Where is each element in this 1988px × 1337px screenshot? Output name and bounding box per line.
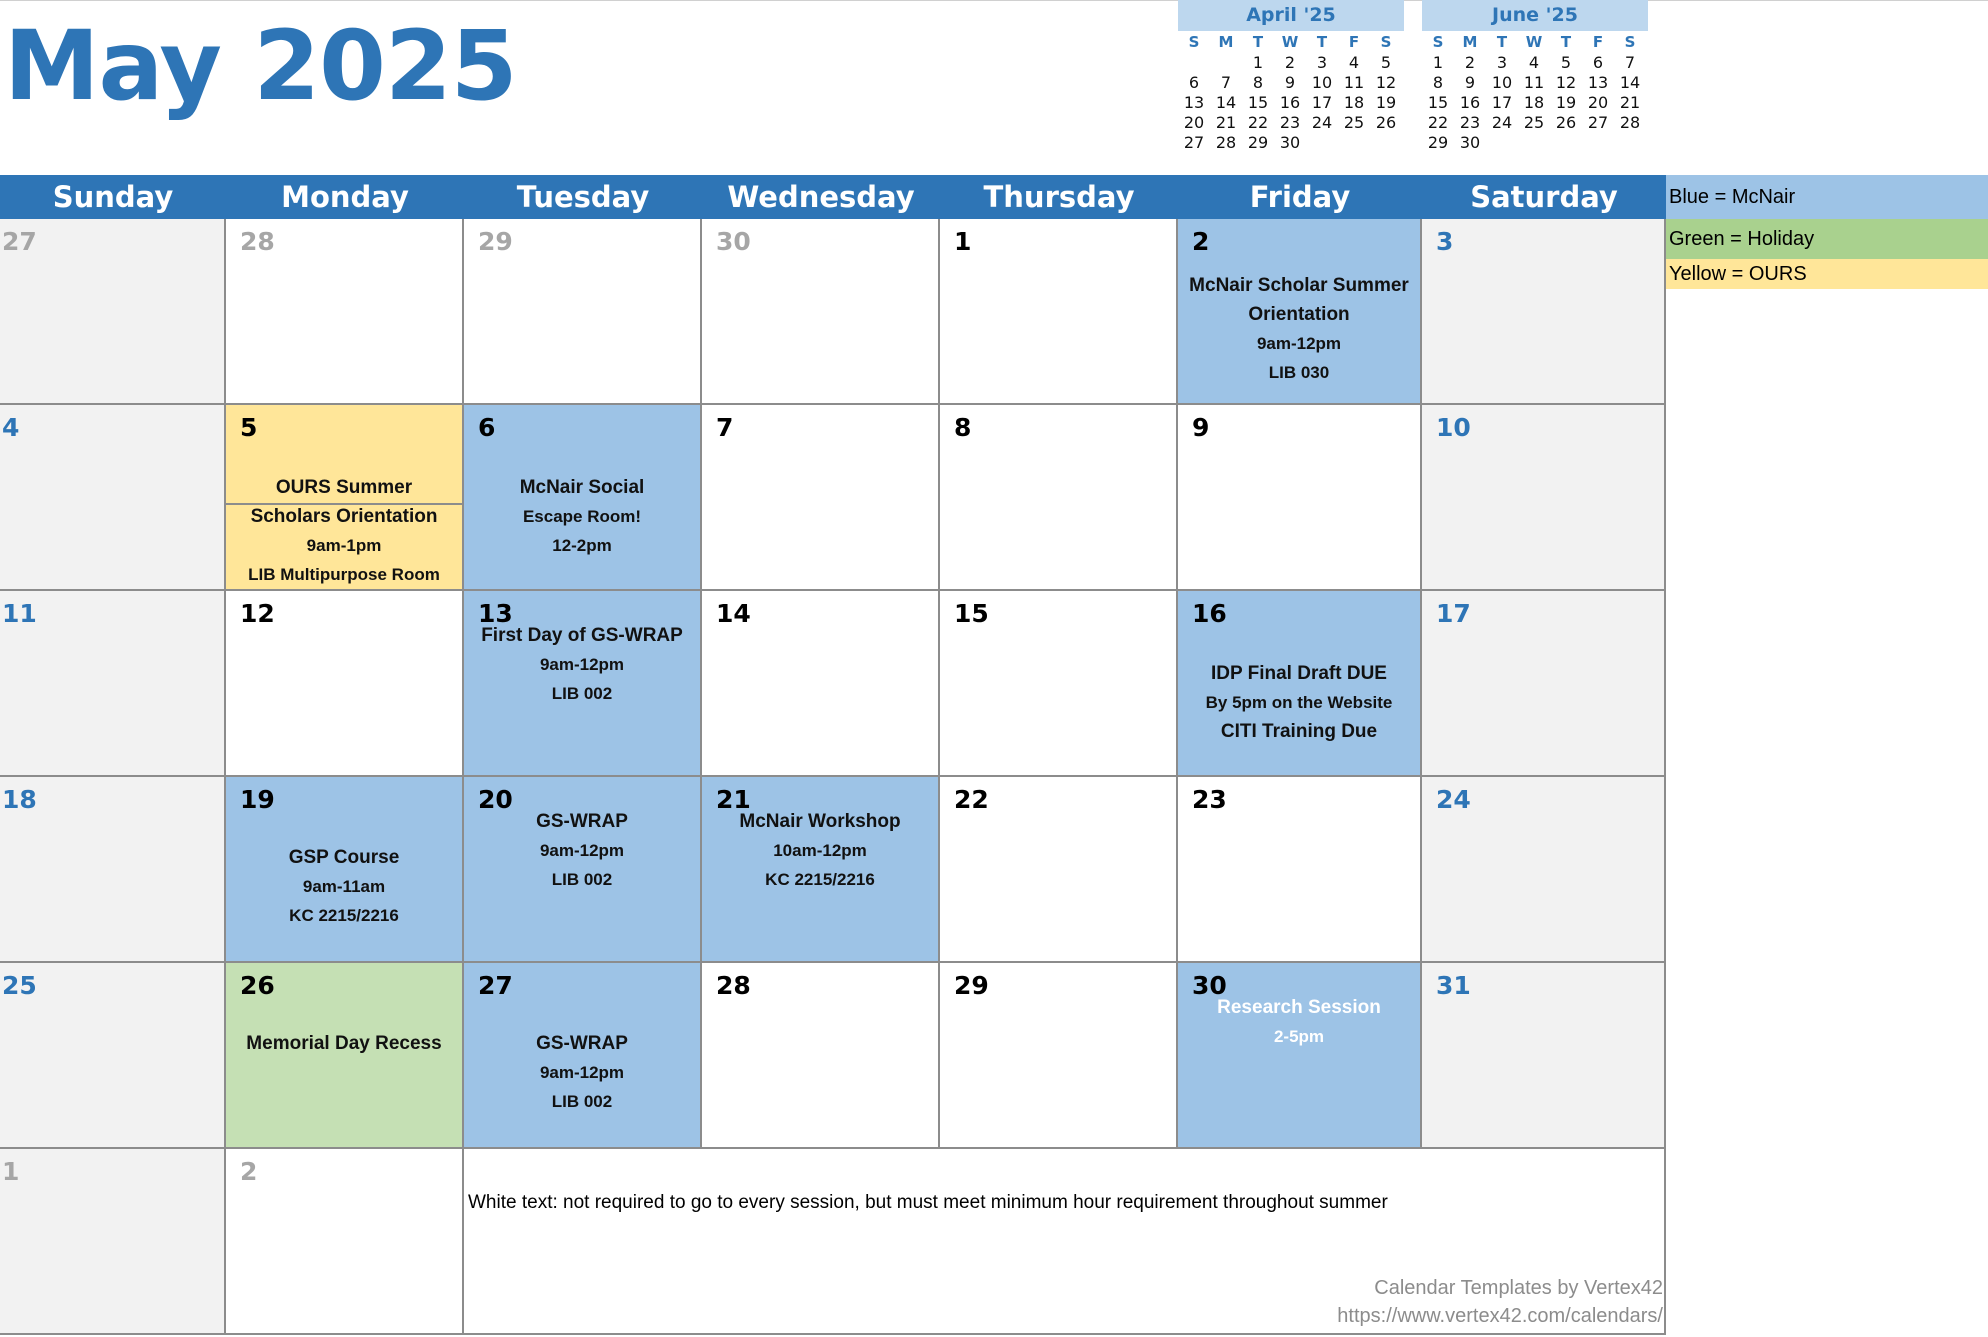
day-number: 12: [240, 599, 275, 628]
event-line: Memorial Day Recess: [246, 1033, 442, 1054]
mini-day-number: 15: [1247, 93, 1269, 112]
day-cell[interactable]: [940, 963, 1178, 1149]
mini-day-number: [1306, 133, 1338, 153]
day-cell[interactable]: [226, 219, 464, 405]
mini-day-number: 5: [1560, 53, 1572, 72]
event-line: Scholars Orientation: [250, 506, 438, 527]
event-line: First Day of GS-WRAP: [481, 625, 683, 646]
legend-item: Blue = McNair: [1666, 175, 1988, 219]
day-cell[interactable]: [702, 963, 940, 1149]
mini-day-number: 12: [1555, 73, 1577, 92]
mini-weekday-label: S: [1380, 33, 1392, 51]
day-cell[interactable]: [464, 963, 702, 1149]
weekday-sunday: Sunday: [52, 180, 174, 214]
day-cell[interactable]: [464, 219, 702, 405]
weekday-thursday: Thursday: [983, 180, 1135, 214]
day-cell[interactable]: [702, 405, 940, 591]
cell-divider: [226, 503, 462, 505]
day-cell[interactable]: [940, 219, 1178, 405]
mini-day-number: 10: [1311, 73, 1333, 92]
mini-day-number: 29: [1427, 133, 1449, 152]
event-line: 12-2pm: [552, 536, 612, 555]
mini-day-number: 23: [1459, 113, 1481, 132]
event-block: [464, 621, 700, 708]
mini-day-number: 28: [1215, 133, 1237, 152]
mini-weekday-label: M: [1218, 33, 1234, 51]
event-line: 9am-1pm: [306, 536, 382, 555]
day-number: 30: [1192, 971, 1227, 1000]
event-block: [702, 807, 938, 894]
mini-day-number: 8: [1432, 73, 1444, 92]
day-cell[interactable]: [0, 1149, 226, 1335]
day-number: 2: [240, 1157, 258, 1186]
day-number: 1: [2, 1157, 20, 1186]
mini-calendar-grid: [1178, 31, 1404, 153]
weekday-header: [0, 175, 1666, 219]
mini-day-number: 9: [1284, 73, 1296, 92]
day-cell[interactable]: [464, 405, 702, 591]
mini-weekday-label: W: [1281, 33, 1299, 51]
mini-day-number: 2: [1284, 53, 1296, 72]
mini-day-number: 7: [1220, 73, 1232, 92]
mini-day-number: 4: [1348, 53, 1360, 72]
mini-weekday-label: F: [1592, 33, 1604, 51]
event-line: CITI Training Due: [1220, 721, 1378, 742]
mini-day-number: [1370, 133, 1402, 153]
legend-item: Green = Holiday: [1666, 219, 1988, 259]
day-cell[interactable]: [702, 777, 940, 963]
mini-day-number: 12: [1375, 73, 1397, 92]
weekday-monday: Monday: [281, 180, 409, 214]
weekday-wednesday: Wednesday: [727, 180, 915, 214]
day-cell[interactable]: [0, 219, 226, 405]
event-line: GS-WRAP: [536, 1033, 628, 1054]
mini-day-number: 20: [1183, 113, 1205, 132]
day-cell[interactable]: [940, 405, 1178, 591]
day-number: 27: [478, 971, 513, 1000]
mini-day-number: 11: [1523, 73, 1545, 92]
day-number: 24: [1436, 785, 1471, 814]
event-line: 9am-12pm: [539, 841, 625, 860]
event-line: 2-5pm: [1273, 1027, 1325, 1046]
event-line: LIB 030: [1268, 363, 1330, 382]
mini-day-number: 28: [1619, 113, 1641, 132]
mini-day-number: 21: [1215, 113, 1237, 132]
weekday-tuesday: Tuesday: [516, 180, 650, 214]
event-block: [1178, 993, 1420, 1051]
mini-weekday-label: T: [1496, 33, 1508, 51]
day-cell[interactable]: [1422, 777, 1666, 963]
mini-day-number: 25: [1523, 113, 1545, 132]
day-cell[interactable]: [940, 777, 1178, 963]
mini-weekday-label: T: [1560, 33, 1572, 51]
day-cell[interactable]: [226, 1149, 464, 1335]
weekday-saturday: Saturday: [1470, 180, 1618, 214]
event-line: LIB 002: [551, 1092, 613, 1111]
day-number: 29: [478, 227, 513, 256]
mini-day-number: 30: [1279, 133, 1301, 152]
day-cell[interactable]: [226, 777, 464, 963]
day-cell[interactable]: [1178, 777, 1422, 963]
day-cell[interactable]: [1178, 591, 1422, 777]
mini-day-number: [1518, 133, 1550, 153]
event-line: 10am-12pm: [773, 841, 867, 860]
credit-text: Calendar Templates by Vertex42: [1374, 1277, 1663, 1299]
day-number: 21: [716, 785, 751, 814]
event-line: LIB Multipurpose Room: [248, 565, 440, 584]
event-block: [464, 1029, 700, 1116]
mini-day-number: 16: [1459, 93, 1481, 112]
mini-day-number: [1582, 133, 1614, 153]
day-cell[interactable]: [1422, 405, 1666, 591]
event-line: GSP Course: [288, 847, 400, 868]
event-line: McNair Social: [519, 477, 645, 498]
day-number: 31: [1436, 971, 1471, 1000]
mini-day-number: 23: [1279, 113, 1301, 132]
event-block: [1178, 271, 1420, 387]
mini-day-number: 27: [1587, 113, 1609, 132]
day-cell[interactable]: [226, 963, 464, 1149]
mini-calendar-april: [1178, 0, 1404, 153]
event-line: 9am-12pm: [539, 1063, 625, 1082]
mini-day-number: 18: [1523, 93, 1545, 112]
day-cell[interactable]: [1178, 219, 1422, 405]
event-line: 9am-11am: [302, 877, 386, 896]
day-cell[interactable]: [0, 777, 226, 963]
day-cell[interactable]: [0, 405, 226, 591]
day-number: 2: [1192, 227, 1210, 256]
mini-day-number: 26: [1555, 113, 1577, 132]
day-number: 22: [954, 785, 989, 814]
day-cell[interactable]: [0, 591, 226, 777]
mini-calendar-title: June '25: [1422, 0, 1648, 31]
mini-weekday-label: S: [1188, 33, 1200, 51]
mini-weekday-label: S: [1432, 33, 1444, 51]
day-number: 8: [954, 413, 972, 442]
mini-day-number: 25: [1343, 113, 1365, 132]
event-block: [464, 473, 700, 560]
mini-day-number: 20: [1587, 93, 1609, 112]
event-block: [1178, 659, 1420, 746]
event-line: KC 2215/2216: [289, 906, 399, 925]
day-number: 27: [2, 227, 37, 256]
mini-day-number: 3: [1496, 53, 1508, 72]
mini-calendar-title: April '25: [1178, 0, 1404, 31]
day-cell[interactable]: [702, 219, 940, 405]
mini-day-number: 13: [1183, 93, 1205, 112]
mini-weekday-label: T: [1316, 33, 1328, 51]
mini-day-number: 13: [1587, 73, 1609, 92]
day-cell[interactable]: [464, 591, 702, 777]
day-number: 18: [2, 785, 37, 814]
mini-day-number: 19: [1555, 93, 1577, 112]
mini-weekday-label: F: [1348, 33, 1360, 51]
day-cell[interactable]: [1178, 963, 1422, 1149]
day-cell[interactable]: [940, 591, 1178, 777]
page-title: May 2025: [4, 10, 517, 122]
credit-url[interactable]: https://www.vertex42.com/calendars/: [1337, 1305, 1663, 1327]
day-number: 5: [240, 413, 258, 442]
mini-day-number: 19: [1375, 93, 1397, 112]
event-line: LIB 002: [551, 684, 613, 703]
day-number: 15: [954, 599, 989, 628]
mini-day-number: [1550, 133, 1582, 153]
mini-day-number: 22: [1247, 113, 1269, 132]
event-line: KC 2215/2216: [765, 870, 875, 889]
day-number: 4: [2, 413, 20, 442]
mini-day-number: 5: [1380, 53, 1392, 72]
weekday-friday: Friday: [1249, 180, 1351, 214]
day-number: 25: [2, 971, 37, 1000]
day-number: 1: [954, 227, 972, 256]
event-line: McNair Workshop: [739, 811, 901, 832]
mini-day-number: [1486, 133, 1518, 153]
mini-day-number: 27: [1183, 133, 1205, 152]
event-line: By 5pm on the Website: [1205, 693, 1393, 712]
mini-weekday-label: W: [1525, 33, 1543, 51]
mini-day-number: 14: [1619, 73, 1641, 92]
day-number: 20: [478, 785, 513, 814]
mini-day-number: 1: [1252, 53, 1264, 72]
day-number: 16: [1192, 599, 1227, 628]
event-line: LIB 002: [551, 870, 613, 889]
day-number: 30: [716, 227, 751, 256]
day-number: 23: [1192, 785, 1227, 814]
mini-day-number: 8: [1252, 73, 1264, 92]
mini-day-number: 24: [1491, 113, 1513, 132]
mini-day-number: [1210, 53, 1242, 73]
mini-day-number: 9: [1464, 73, 1476, 92]
event-line: OURS Summer: [275, 477, 413, 498]
day-number: 13: [478, 599, 513, 628]
day-cell[interactable]: [464, 777, 702, 963]
mini-calendar-grid: [1422, 31, 1648, 153]
top-border: [0, 0, 1988, 1]
day-cell[interactable]: [0, 963, 226, 1149]
mini-day-number: 10: [1491, 73, 1513, 92]
mini-day-number: 4: [1528, 53, 1540, 72]
day-number: 29: [954, 971, 989, 1000]
event-line: McNair Scholar Summer: [1189, 275, 1409, 296]
event-line: Research Session: [1217, 997, 1381, 1018]
day-number: 6: [478, 413, 496, 442]
mini-day-number: [1614, 133, 1646, 153]
day-cell[interactable]: [1422, 219, 1666, 405]
day-cell[interactable]: [1422, 963, 1666, 1149]
event-block: [226, 843, 462, 930]
mini-day-number: [1178, 53, 1210, 73]
day-number: 28: [716, 971, 751, 1000]
day-cell[interactable]: [1422, 591, 1666, 777]
day-number: 19: [240, 785, 275, 814]
mini-day-number: 6: [1592, 53, 1604, 72]
mini-day-number: 16: [1279, 93, 1301, 112]
mini-day-number: 7: [1624, 53, 1636, 72]
mini-day-number: 30: [1459, 133, 1481, 152]
event-line: Orientation: [1248, 304, 1350, 325]
mini-day-number: 1: [1432, 53, 1444, 72]
event-block: [464, 807, 700, 894]
event-block: [226, 1029, 462, 1058]
mini-day-number: 14: [1215, 93, 1237, 112]
mini-day-number: 15: [1427, 93, 1449, 112]
day-cell[interactable]: [1178, 405, 1422, 591]
day-number: 26: [240, 971, 275, 1000]
mini-day-number: 3: [1316, 53, 1328, 72]
day-number: 17: [1436, 599, 1471, 628]
event-block: [226, 473, 462, 589]
mini-day-number: 26: [1375, 113, 1397, 132]
mini-day-number: [1338, 133, 1370, 153]
event-line: GS-WRAP: [536, 811, 628, 832]
day-number: 9: [1192, 413, 1210, 442]
mini-weekday-label: S: [1624, 33, 1636, 51]
day-cell[interactable]: [226, 405, 464, 591]
day-number: 3: [1436, 227, 1454, 256]
mini-day-number: 6: [1188, 73, 1200, 92]
day-number: 7: [716, 413, 734, 442]
mini-day-number: 22: [1427, 113, 1449, 132]
day-number: 28: [240, 227, 275, 256]
mini-day-number: 2: [1464, 53, 1476, 72]
day-cell[interactable]: [702, 591, 940, 777]
mini-day-number: 21: [1619, 93, 1641, 112]
mini-calendar-june: [1422, 0, 1648, 153]
day-number: 11: [2, 599, 37, 628]
event-line: Escape Room!: [522, 507, 642, 526]
event-line: 9am-12pm: [539, 655, 625, 674]
mini-weekday-label: M: [1462, 33, 1478, 51]
day-number: 14: [716, 599, 751, 628]
note-text: White text: not required to go to every session, but must meet minimum hour requirement throughout summer: [468, 1192, 1388, 1213]
mini-weekday-label: T: [1252, 33, 1264, 51]
mini-day-number: 29: [1247, 133, 1269, 152]
event-line: 9am-12pm: [1256, 334, 1342, 353]
mini-day-number: 18: [1343, 93, 1365, 112]
mini-day-number: 11: [1343, 73, 1365, 92]
day-number: 10: [1436, 413, 1471, 442]
legend-item: Yellow = OURS: [1666, 259, 1988, 289]
day-cell[interactable]: [226, 591, 464, 777]
event-line: IDP Final Draft DUE: [1211, 663, 1387, 684]
mini-day-number: 24: [1311, 113, 1333, 132]
mini-day-number: 17: [1491, 93, 1513, 112]
mini-day-number: 17: [1311, 93, 1333, 112]
